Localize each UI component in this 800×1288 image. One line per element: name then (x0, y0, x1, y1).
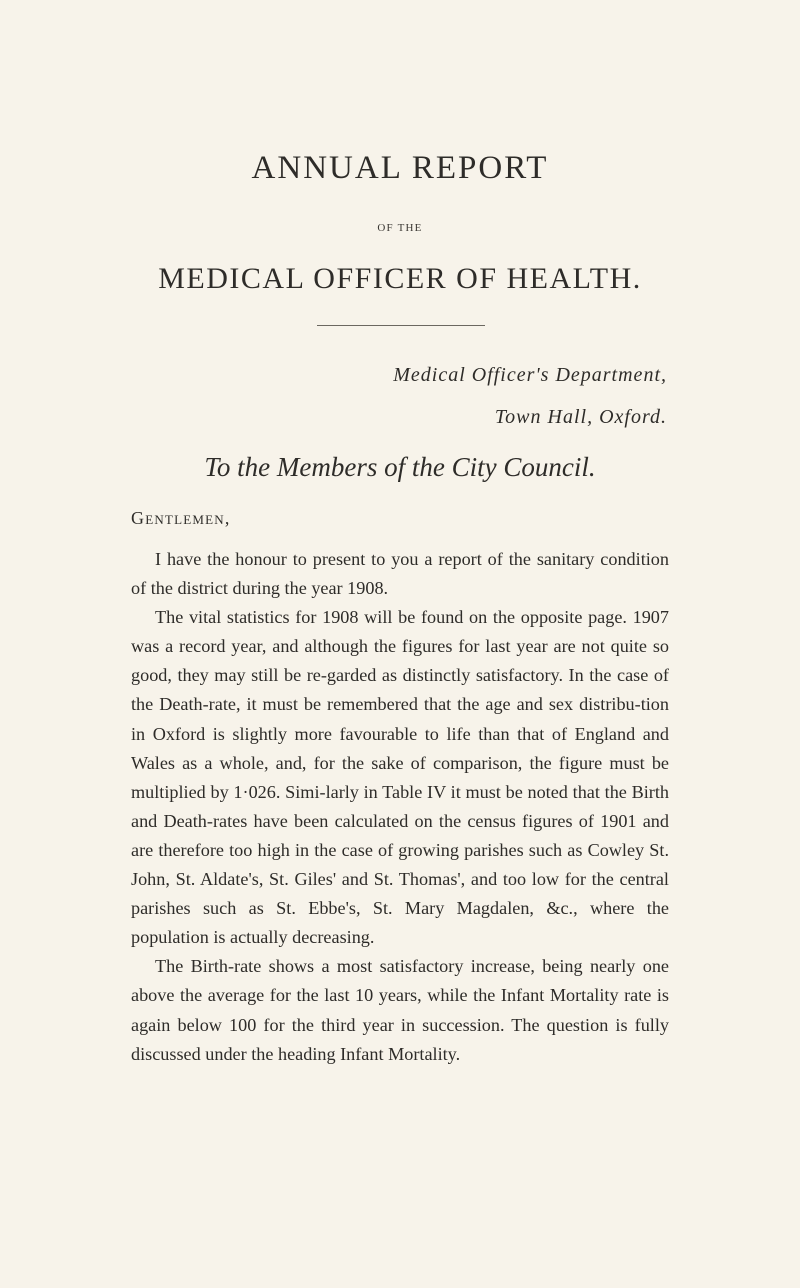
address-line: Town Hall, Oxford. (494, 406, 667, 428)
letter-body (131, 545, 669, 1069)
salutation-heading: To the Members of the City Council. (204, 452, 596, 482)
report-subtitle-of-the: OF THE (377, 222, 423, 234)
paragraph-3: The Birth-rate shows a most satisfactory increase, being nearly one above the average for the last 10 years, while the Infant Mortality rate is again below 100 for the third year in succession. The question is fully discussed under the heading Infant Mortality. (131, 956, 669, 1064)
department-line: Medical Officer's Department, (393, 364, 667, 386)
report-title-medical-officer: MEDICAL OFFICER OF HEALTH. (158, 262, 642, 295)
paragraph-2: The vital statistics for 1908 will be found on the opposite page. 1907 was a record year, and although the figures for last year are not quite so good, they may still be re-garded as distinctly satisfactory. In the case of the Death-rate, it must be remembered that the age and sex distribu-tion in Oxford is slightly more favourable to life than that of England and Wales as a whole, and, for the sake of comparison, the figure must be multiplied by 1·026. Simi-larly in Table IV it must be noted that the Birth and Death-rates have been calculated on the census figures of 1901 and are therefore too high in the case of growing parishes such as Cowley St. John, St. Aldate's, St. Giles' and St. Thomas', and too low for the central parishes such as St. Ebbe's, St. Mary Magdalen, &c., where the population is actually decreasing. (131, 607, 669, 948)
paragraph-1: I have the honour to present to you a report of the sanitary condition of the district during the year 1908. (131, 549, 669, 599)
greeting: Gentlemen, (131, 508, 231, 528)
report-title: ANNUAL REPORT (251, 150, 549, 186)
divider-rule (317, 325, 485, 326)
